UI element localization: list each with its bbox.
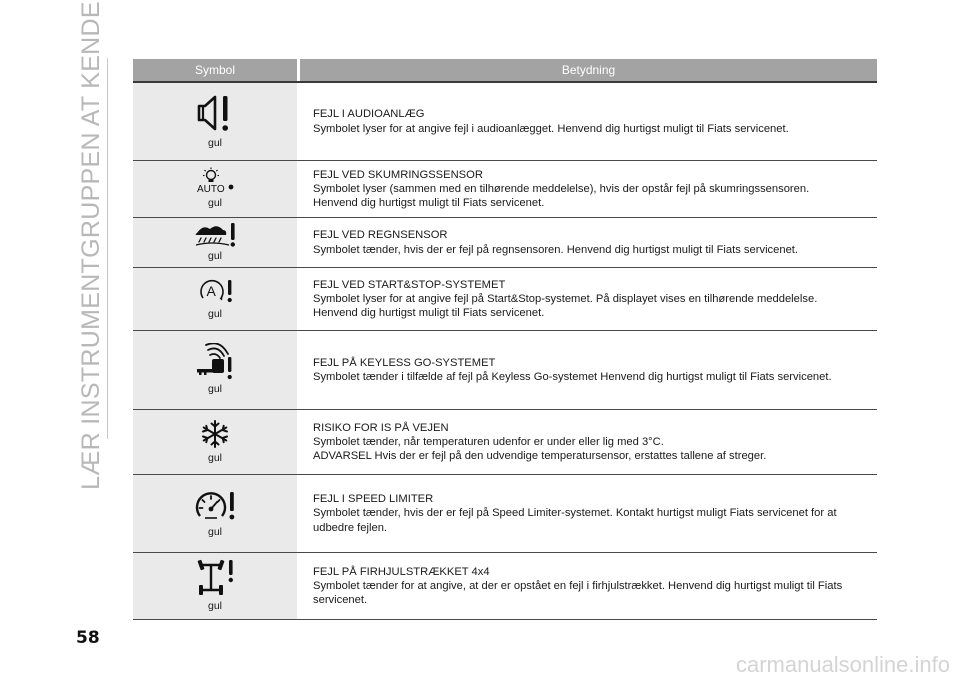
meaning-text: ADVARSEL Hvis der er fejl på den udvendige temperatursensor, erstattes tallene af streger.	[313, 450, 767, 463]
meaning-text: Symbolet tænder, når temperaturen udenfor er under eller lig med 3°C.	[313, 435, 664, 448]
meaning-text: Henvend dig hurtigst muligt til Fiats servicenet.	[313, 307, 545, 320]
auto-light-sensor-warning-icon	[195, 167, 235, 195]
side-section-title	[76, 0, 105, 490]
symbol-color-label: gul	[207, 383, 222, 395]
meaning-cell	[300, 410, 877, 474]
symbol-cell	[133, 331, 297, 409]
meaning-cell	[300, 218, 877, 267]
meaning-text: Symbolet tænder for at angive, at der er opstået en fejl i firhjulstrækket. Henvend dig hurtigst muligt til Fiats servicenet.	[313, 579, 843, 607]
symbol-cell	[133, 83, 297, 160]
symbol-color-label: gul	[207, 136, 222, 149]
symbol-color-label: gul	[207, 452, 222, 464]
meaning-text: Symbolet lyser for at angive fejl på Start&Stop-systemet. På displayet vises en tilhørende meddelelse.	[313, 292, 818, 305]
table-row	[133, 217, 877, 267]
symbol-cell	[133, 161, 297, 217]
meaning-title: FEJL VED SKUMRINGSSENSOR	[313, 168, 483, 181]
speaker-warning-icon	[196, 93, 234, 135]
meaning-text: Henvend dig hurtigst muligt til Fiats servicenet.	[313, 197, 545, 210]
meaning-title: FEJL I SPEED LIMITER	[313, 493, 434, 506]
meaning-text: Symbolet lyser (sammen med en tilhørende meddelelse), hvis der opstår fejl på skumringssensoren.	[313, 182, 810, 195]
meaning-title: RISIKO FOR IS PÅ VEJEN	[313, 421, 449, 434]
table-row	[133, 552, 877, 620]
symbol-cell	[133, 475, 297, 552]
symbol-color-label: gul	[207, 525, 222, 538]
warning-symbol-table	[133, 59, 877, 620]
watermark: carmanualsonline.info	[735, 652, 950, 677]
table-row	[133, 160, 877, 217]
table-row	[133, 81, 877, 160]
table-row	[133, 474, 877, 552]
meaning-title: FEJL I AUDIOANLÆG	[313, 108, 425, 121]
meaning-text: Symbolet lyser for at angive fejl i audioanlægget. Henvend dig hurtigst muligt til Fiats servicenet.	[313, 122, 789, 135]
symbol-cell	[133, 218, 297, 267]
symbol-color-label: gul	[207, 308, 222, 320]
start-stop-warning-icon	[196, 276, 234, 306]
side-section-title-text: LÆR INSTRUMENTGRUPPEN AT KENDE	[76, 0, 105, 490]
meaning-cell	[300, 268, 877, 330]
meaning-cell	[300, 161, 877, 217]
meaning-title: FEJL VED REGNSENSOR	[313, 229, 448, 242]
ice-risk-snowflake-icon	[198, 418, 232, 450]
symbol-color-label: gul	[207, 197, 222, 209]
table-row	[133, 409, 877, 474]
symbol-cell	[133, 410, 297, 474]
meaning-text: Symbolet tænder, hvis der er fejl på regnsensoren. Henvend dig hurtigst muligt til Fiats servicenet.	[313, 243, 799, 256]
meaning-title: FEJL VED START&STOP-SYSTEMET	[313, 278, 506, 291]
side-divider	[107, 58, 108, 439]
symbol-color-label: gul	[207, 600, 222, 612]
meaning-cell	[300, 83, 877, 160]
meaning-text: Symbolet tænder, hvis der er fejl på Speed Limiter-systemet. Kontakt hurtigst muligt Fiats servicenet for at udbedre fejlen.	[313, 507, 837, 534]
meaning-title: FEJL PÅ FIRHJULSTRÆKKET 4x4	[313, 565, 490, 578]
table-row	[133, 330, 877, 409]
svg-text:A: A	[206, 283, 216, 299]
speed-limiter-warning-icon	[193, 488, 237, 524]
keyless-go-warning-icon	[195, 343, 235, 381]
header-symbol: Symbol	[133, 59, 297, 81]
symbol-cell	[133, 553, 297, 619]
four-wheel-drive-warning-icon	[195, 558, 235, 598]
symbol-color-label: gul	[207, 249, 222, 262]
meaning-cell	[300, 331, 877, 409]
rain-sensor-warning-icon	[193, 222, 237, 248]
meaning-cell	[300, 475, 877, 552]
header-meaning: Betydning	[300, 59, 877, 81]
table-row	[133, 267, 877, 330]
page-number: 58	[76, 628, 100, 648]
symbol-cell	[133, 268, 297, 330]
meaning-text: Symbolet tænder i tilfælde af fejl på Keyless Go-systemet Henvend dig hurtigst muligt til Fiats servicenet.	[313, 371, 832, 383]
svg-text:AUTO: AUTO	[197, 184, 225, 195]
meaning-title: FEJL PÅ KEYLESS GO-SYSTEMET	[313, 356, 496, 369]
table-header	[133, 59, 877, 81]
meaning-cell	[300, 553, 877, 619]
